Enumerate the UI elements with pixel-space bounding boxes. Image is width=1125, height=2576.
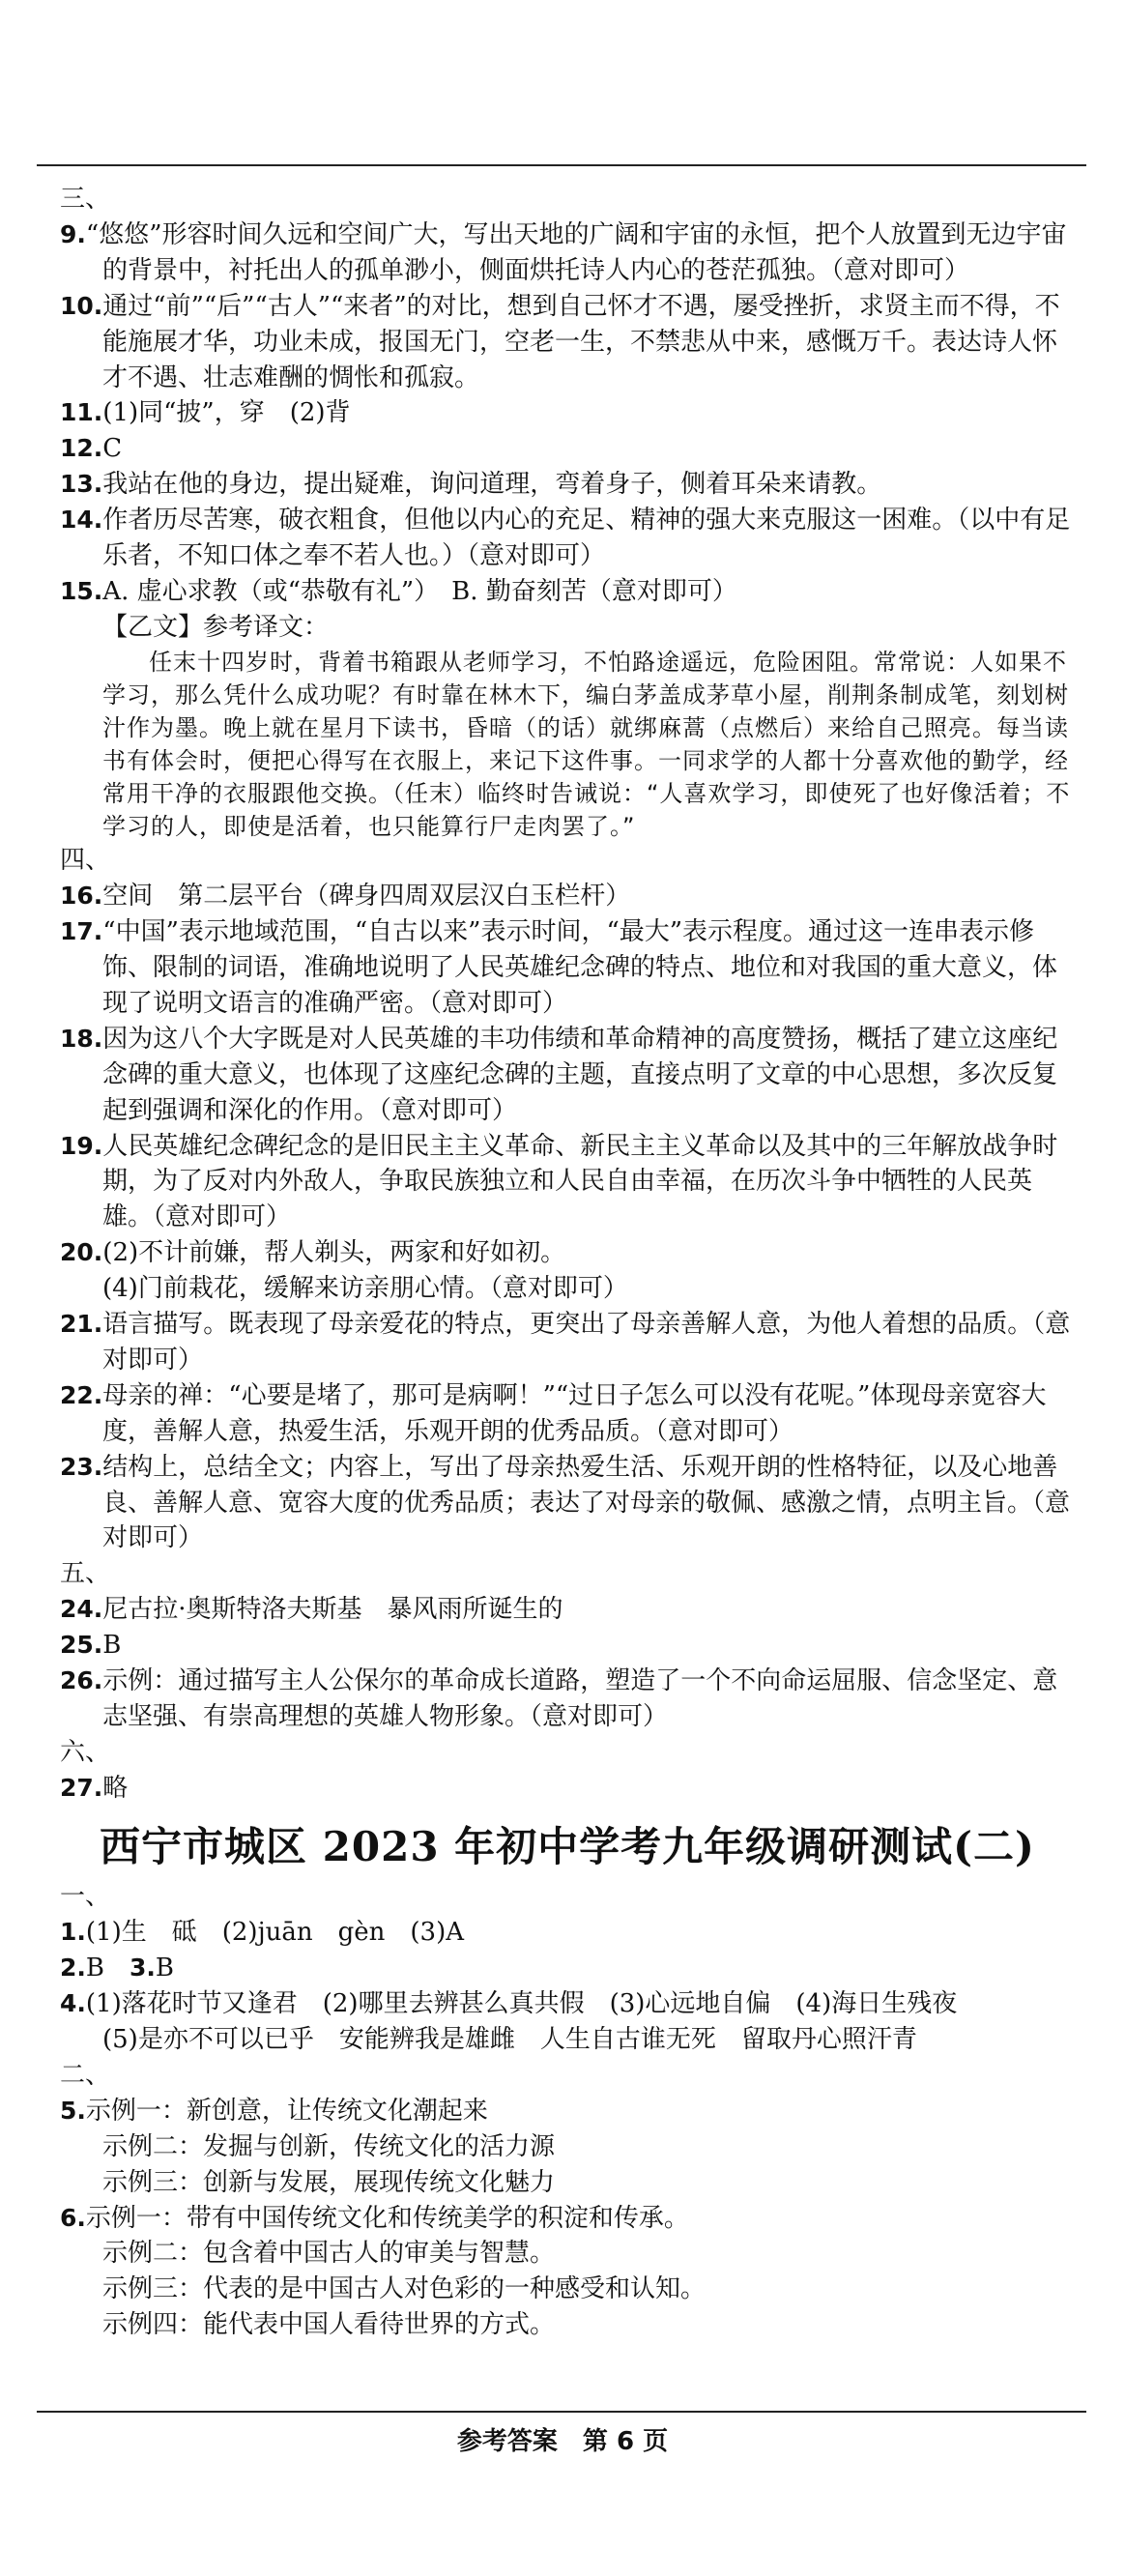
answer-20-sub: (4)门前栽花，缓解来访亲朋心情。（意对即可）	[102, 1274, 628, 1304]
translation-text-block	[60, 646, 1075, 843]
answer-16: 16.空间 第二层平台（碑身四周双层汉白玉栏杆）	[60, 882, 631, 912]
answer-27: 27.略	[60, 1773, 129, 1803]
translation-text: 任末十四岁时，背着书箱跟从老师学习，不怕路途遥远，危险困阻。常常说：人如果不学习，那么凭什么成功呢？有时靠在林木下，编白茅盖成茅草小屋，削荆条制成笔，刻划树汁作为墨。晚上就在星月下读书，昏暗（的话）就绑麻蒿（点燃后）来给自己照亮。每当读书有体会时，便把心得写在衣服上，来记下这件事。一同求学的人都十分喜欢他的勤学，经常用干净的衣服跟他交换。（任末）临终时告诫说：“人喜欢学习，即使死了也好像活着；不学习的人，即使是活着，也只能算行尸走肉罢了。”	[102, 648, 1071, 841]
test-answer-4: 4.(1)落花时节又逢君 (2)哪里去辨甚么真共假 (3)心远地自偏 (4)海日生残夜	[60, 1989, 958, 2019]
section-6-heading: 六、	[60, 1737, 111, 1767]
test-title: 西宁市城区 2023 年初中学考九年级调研测试(二)	[100, 1822, 1035, 1870]
page-footer: 参考答案 第 6 页	[456, 2427, 669, 2456]
test-answer-4-sub: (5)是亦不可以已乎 安能辨我是雄雌 人生自古谁无死 留取丹心照汗青	[102, 2024, 917, 2054]
answer-25: 25.B	[60, 1631, 122, 1661]
section-3-heading: 三、	[60, 185, 111, 214]
test-answer-1: 1.(1)生 砥 (2)juān gèn (3)A	[60, 1918, 464, 1948]
answer-23: 23.结构上，总结全文；内容上，写出了母亲热爱生活、乐观开朗的性格特征，以及心地善良、善解人意、宽容大度的优秀品质；表达了对母亲的敬佩、感激之情，点明主旨。（意对即可）	[60, 1452, 1071, 1553]
answer-12: 12.C	[60, 434, 123, 464]
answer-10: 10.通过“前”“后”“古人”“来者”的对比，想到自己怀才不遇，屡受挫折，求贤主而不得，不能施展才华，功业未成，报国无门，空老一生，不禁悲从中来，感慨万千。表达诗人怀才不遇、壮志难酬的惆怅和孤寂。	[60, 291, 1060, 392]
answer-24: 24.尼古拉·奥斯特洛夫斯基 暴风雨所诞生的	[60, 1595, 563, 1625]
answer-22: 22.母亲的禅：“心要是堵了，那可是病啊！”“过日子怎么可以没有花呢。”体现母亲宽容大度，善解人意，热爱生活，乐观开朗的优秀品质。（意对即可）	[60, 1380, 1047, 1446]
section-5-heading: 五、	[60, 1559, 111, 1589]
answer-15: 15.A. 虚心求教（或“恭敬有礼”） B. 勤奋刻苦（意对即可）	[60, 576, 737, 606]
answer-11: 11.(1)同“披”，穿 (2)背	[60, 398, 351, 428]
translation-heading: 【乙文】参考译文：	[102, 612, 330, 642]
answer-9: 9.“悠悠”形容时间久远和空间广大，写出天地的广阔和宇宙的永恒，把个人放置到无边宇宙的背景中，衬托出人的孤单渺小，侧面烘托诗人内心的苍茫孤独。（意对即可）	[60, 219, 1067, 285]
top-rule	[37, 164, 1086, 166]
test-section-1-heading: 一、	[60, 1882, 111, 1912]
answer-21: 21.语言描写。既表现了母亲爱花的特点，更突出了母亲善解人意，为他人着想的品质。（意对即可）	[60, 1310, 1071, 1375]
test-answer-5-example-3: 示例三：创新与发展，展现传统文化魅力	[102, 2167, 556, 2197]
test-answer-6-example-3: 示例三：代表的是中国古人对色彩的一种感受和认知。	[102, 2274, 707, 2304]
test-answer-6: 6.示例一：带有中国传统文化和传统美学的积淀和传承。	[60, 2203, 689, 2233]
test-answer-5-example-2: 示例二：发掘与创新，传统文化的活力源	[102, 2131, 556, 2161]
answer-18: 18.因为这八个大字既是对人民英雄的丰功伟绩和革命精神的高度赞扬，概括了建立这座纪念碑的重大意义，也体现了这座纪念碑的主题，直接点明了文章的中心思想，多次反复起到强调和深化的作用。（意对即可）	[60, 1024, 1058, 1125]
answer-19: 19.人民英雄纪念碑纪念的是旧民主主义革命、新民主主义革命以及其中的三年解放战争时期，为了反对内外敌人，争取民族独立和人民自由幸福，在历次斗争中牺牲的人民英雄。（意对即可）	[60, 1131, 1058, 1232]
test-section-2-heading: 二、	[60, 2060, 111, 2090]
answer-13: 13.我站在他的身边，提出疑难，询问道理，弯着身子，侧着耳朵来请教。	[60, 470, 882, 500]
bottom-rule	[37, 2411, 1086, 2413]
test-answer-6-example-2: 示例二：包含着中国古人的审美与智慧。	[102, 2239, 556, 2269]
answer-14: 14.作者历尽苦寒，破衣粗食，但他以内心的充足、精神的强大来克服这一困难。（以中有足乐者，不知口体之奉不若人也。）（意对即可）	[60, 506, 1071, 571]
answer-content	[60, 182, 1075, 2343]
test-answer-5: 5.示例一：新创意，让传统文化潮起来	[60, 2096, 488, 2126]
test-answer-2-3: 2.B 3.B	[60, 1954, 175, 1983]
answer-17: 17.“中国”表示地域范围，“自古以来”表示时间，“最大”表示程度。通过这一连串表示修饰、限制的词语，准确地说明了人民英雄纪念碑的特点、地位和对我国的重大意义，体现了说明文语言的准确严密。（意对即可）	[60, 917, 1058, 1018]
answer-26: 26.示例：通过描写主人公保尔的革命成长道路，塑造了一个不向命运屈服、信念坚定、意志坚强、有崇高理想的英雄人物形象。（意对即可）	[60, 1666, 1058, 1731]
section-4-heading: 四、	[60, 846, 111, 876]
answer-20: 20.(2)不计前嫌，帮人剃头，两家和好如初。	[60, 1238, 566, 1268]
test-answer-6-example-4: 示例四：能代表中国人看待世界的方式。	[102, 2310, 556, 2340]
